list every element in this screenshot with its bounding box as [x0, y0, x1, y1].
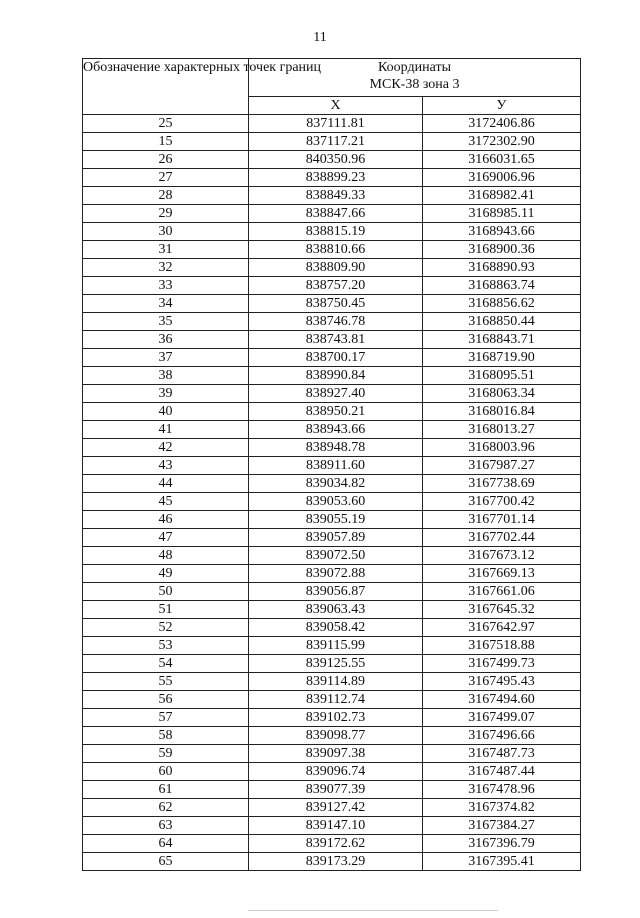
cell-x: 839077.39 — [249, 781, 423, 799]
cell-y: 3167518.88 — [423, 637, 581, 655]
cell-x: 838700.17 — [249, 349, 423, 367]
cell-point: 65 — [83, 853, 249, 871]
cell-x: 838899.23 — [249, 169, 423, 187]
table-row — [83, 277, 581, 295]
cell-x: 839147.10 — [249, 817, 423, 835]
cell-y: 3167494.60 — [423, 691, 581, 709]
cell-point: 48 — [83, 547, 249, 565]
cell-x: 838757.20 — [249, 277, 423, 295]
cell-point: 30 — [83, 223, 249, 241]
cell-x: 838750.45 — [249, 295, 423, 313]
cell-x: 839034.82 — [249, 475, 423, 493]
table-row — [83, 727, 581, 745]
cell-point: 36 — [83, 331, 249, 349]
cell-y: 3169006.96 — [423, 169, 581, 187]
cell-x: 838849.33 — [249, 187, 423, 205]
cell-y: 3168863.74 — [423, 277, 581, 295]
cell-y: 3167499.73 — [423, 655, 581, 673]
table-row — [83, 655, 581, 673]
cell-y: 3168013.27 — [423, 421, 581, 439]
cell-y: 3167395.41 — [423, 853, 581, 871]
table-row — [83, 601, 581, 619]
table-row — [83, 493, 581, 511]
table-row — [83, 313, 581, 331]
cell-y: 3167499.07 — [423, 709, 581, 727]
cell-x: 837111.81 — [249, 115, 423, 133]
cell-point: 31 — [83, 241, 249, 259]
cell-point: 58 — [83, 727, 249, 745]
cell-x: 838948.78 — [249, 439, 423, 457]
cell-point: 33 — [83, 277, 249, 295]
cell-x: 839102.73 — [249, 709, 423, 727]
header-coordinates-title: Координаты — [378, 60, 451, 75]
cell-y: 3167702.44 — [423, 529, 581, 547]
table-row — [83, 457, 581, 475]
table-row — [83, 529, 581, 547]
cell-y: 3166031.65 — [423, 151, 581, 169]
cell-x: 838847.66 — [249, 205, 423, 223]
cell-y: 3167487.44 — [423, 763, 581, 781]
cell-y: 3167700.42 — [423, 493, 581, 511]
cell-point: 46 — [83, 511, 249, 529]
header-x: X — [249, 97, 423, 115]
coordinates-table — [82, 58, 581, 871]
table-row — [83, 259, 581, 277]
table-row — [83, 421, 581, 439]
cell-x: 839055.19 — [249, 511, 423, 529]
cell-point: 44 — [83, 475, 249, 493]
cell-x: 839112.74 — [249, 691, 423, 709]
cell-point: 41 — [83, 421, 249, 439]
cell-point: 56 — [83, 691, 249, 709]
table-row — [83, 133, 581, 151]
table-row — [83, 745, 581, 763]
cell-y: 3168900.36 — [423, 241, 581, 259]
cell-x: 838809.90 — [249, 259, 423, 277]
table-row — [83, 619, 581, 637]
cell-x: 838927.40 — [249, 385, 423, 403]
cell-point: 45 — [83, 493, 249, 511]
cell-x: 838815.19 — [249, 223, 423, 241]
cell-y: 3167374.82 — [423, 799, 581, 817]
cell-point: 38 — [83, 367, 249, 385]
cell-point: 35 — [83, 313, 249, 331]
cell-x: 839058.42 — [249, 619, 423, 637]
cell-point: 40 — [83, 403, 249, 421]
table-row — [83, 565, 581, 583]
table-row — [83, 835, 581, 853]
cell-x: 838746.78 — [249, 313, 423, 331]
table-row — [83, 853, 581, 871]
cell-y: 3168985.11 — [423, 205, 581, 223]
cell-x: 839114.89 — [249, 673, 423, 691]
table-row — [83, 781, 581, 799]
table-row — [83, 295, 581, 313]
cell-y: 3172302.90 — [423, 133, 581, 151]
cell-x: 839096.74 — [249, 763, 423, 781]
cell-x: 838743.81 — [249, 331, 423, 349]
cell-x: 838810.66 — [249, 241, 423, 259]
cell-x: 838943.66 — [249, 421, 423, 439]
cell-x: 839097.38 — [249, 745, 423, 763]
table-row — [83, 763, 581, 781]
cell-x: 839173.29 — [249, 853, 423, 871]
cell-point: 60 — [83, 763, 249, 781]
table-row — [83, 637, 581, 655]
cell-point: 53 — [83, 637, 249, 655]
table-row — [83, 331, 581, 349]
cell-y: 3167496.66 — [423, 727, 581, 745]
cell-point: 47 — [83, 529, 249, 547]
cell-y: 3172406.86 — [423, 115, 581, 133]
cell-x: 839115.99 — [249, 637, 423, 655]
cell-point: 29 — [83, 205, 249, 223]
cell-x: 839172.62 — [249, 835, 423, 853]
cell-x: 839127.42 — [249, 799, 423, 817]
cell-point: 27 — [83, 169, 249, 187]
table-row — [83, 385, 581, 403]
table-row — [83, 691, 581, 709]
cell-y: 3167669.13 — [423, 565, 581, 583]
cell-x: 837117.21 — [249, 133, 423, 151]
cell-point: 26 — [83, 151, 249, 169]
table-row — [83, 403, 581, 421]
table-row — [83, 187, 581, 205]
cell-point: 39 — [83, 385, 249, 403]
cell-point: 55 — [83, 673, 249, 691]
cell-x: 839063.43 — [249, 601, 423, 619]
cell-point: 32 — [83, 259, 249, 277]
cell-y: 3167673.12 — [423, 547, 581, 565]
cell-point: 52 — [83, 619, 249, 637]
cell-x: 838911.60 — [249, 457, 423, 475]
header-y: У — [423, 97, 581, 115]
table-row — [83, 241, 581, 259]
cell-point: 25 — [83, 115, 249, 133]
cell-y: 3167495.43 — [423, 673, 581, 691]
cell-point: 62 — [83, 799, 249, 817]
cell-point: 42 — [83, 439, 249, 457]
table-row — [83, 673, 581, 691]
table-row — [83, 475, 581, 493]
page-edge-line — [248, 910, 498, 911]
cell-y: 3168890.93 — [423, 259, 581, 277]
cell-x: 839072.50 — [249, 547, 423, 565]
cell-point: 57 — [83, 709, 249, 727]
cell-y: 3167384.27 — [423, 817, 581, 835]
cell-x: 840350.96 — [249, 151, 423, 169]
table-row — [83, 799, 581, 817]
cell-x: 838950.21 — [249, 403, 423, 421]
cell-point: 63 — [83, 817, 249, 835]
cell-y: 3168095.51 — [423, 367, 581, 385]
table-row — [83, 115, 581, 133]
table-row — [83, 439, 581, 457]
cell-y: 3168843.71 — [423, 331, 581, 349]
cell-x: 839056.87 — [249, 583, 423, 601]
table-row — [83, 583, 581, 601]
table-row — [83, 511, 581, 529]
table-row — [83, 223, 581, 241]
table-row — [83, 205, 581, 223]
cell-point: 28 — [83, 187, 249, 205]
table-row — [83, 547, 581, 565]
cell-point: 50 — [83, 583, 249, 601]
cell-point: 54 — [83, 655, 249, 673]
cell-y: 3167738.69 — [423, 475, 581, 493]
table-row — [83, 709, 581, 727]
cell-x: 839125.55 — [249, 655, 423, 673]
page-number: 11 — [313, 30, 327, 45]
cell-y: 3168856.62 — [423, 295, 581, 313]
cell-point: 15 — [83, 133, 249, 151]
cell-y: 3167661.06 — [423, 583, 581, 601]
cell-y: 3167487.73 — [423, 745, 581, 763]
cell-y: 3168016.84 — [423, 403, 581, 421]
table-body — [83, 115, 581, 871]
table-row — [83, 169, 581, 187]
header-coordinate-system: МСК-38 зона 3 — [369, 77, 460, 92]
header-point-designation: Обозначение характерных точек границ — [83, 59, 249, 115]
cell-point: 51 — [83, 601, 249, 619]
cell-x: 838990.84 — [249, 367, 423, 385]
table-row — [83, 817, 581, 835]
cell-x: 839072.88 — [249, 565, 423, 583]
cell-y: 3167701.14 — [423, 511, 581, 529]
cell-x: 839098.77 — [249, 727, 423, 745]
cell-point: 43 — [83, 457, 249, 475]
cell-point: 37 — [83, 349, 249, 367]
cell-y: 3167645.32 — [423, 601, 581, 619]
table-row — [83, 151, 581, 169]
cell-point: 64 — [83, 835, 249, 853]
table-row — [83, 349, 581, 367]
cell-y: 3168063.34 — [423, 385, 581, 403]
cell-x: 839053.60 — [249, 493, 423, 511]
cell-point: 49 — [83, 565, 249, 583]
cell-y: 3168719.90 — [423, 349, 581, 367]
cell-point: 59 — [83, 745, 249, 763]
cell-point: 34 — [83, 295, 249, 313]
cell-y: 3167642.97 — [423, 619, 581, 637]
cell-y: 3168850.44 — [423, 313, 581, 331]
cell-y: 3168982.41 — [423, 187, 581, 205]
cell-y: 3167987.27 — [423, 457, 581, 475]
cell-y: 3168003.96 — [423, 439, 581, 457]
cell-x: 839057.89 — [249, 529, 423, 547]
table-row — [83, 367, 581, 385]
cell-point: 61 — [83, 781, 249, 799]
cell-y: 3168943.66 — [423, 223, 581, 241]
cell-y: 3167396.79 — [423, 835, 581, 853]
cell-y: 3167478.96 — [423, 781, 581, 799]
